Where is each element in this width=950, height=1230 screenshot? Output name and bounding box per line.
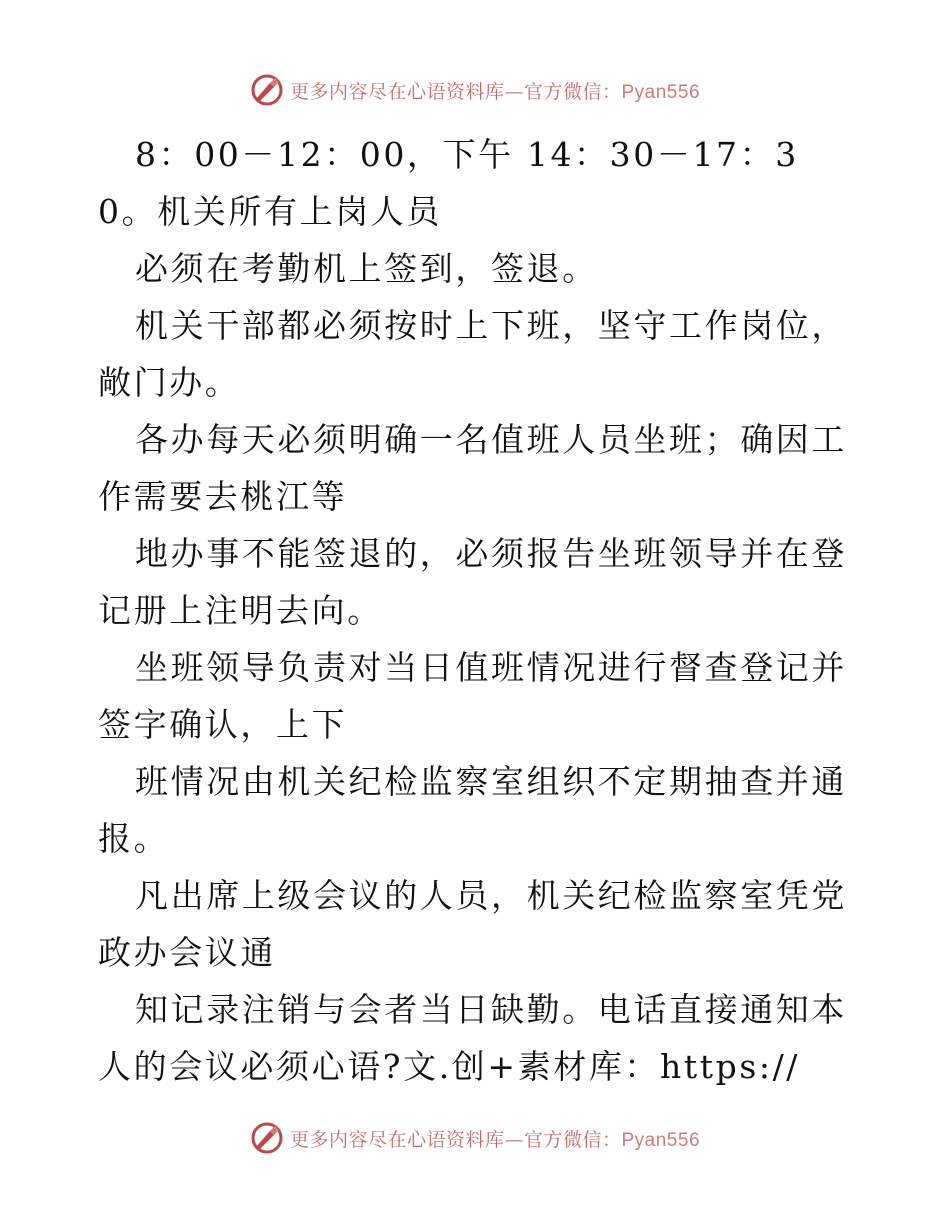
paragraph: 坐班领导负责对当日值班情况进行督查登记并签字确认，上下	[98, 648, 847, 744]
banner-text	[290, 1125, 700, 1152]
paragraph: 8：00－12：00，下午 14：30－17：30。机关所有上岗人员	[98, 135, 799, 231]
banner-account-handle: Pyan556	[621, 81, 701, 103]
header-banner	[0, 70, 950, 110]
footer-banner	[0, 1118, 950, 1158]
paragraph: 知记录注销与会者当日缺勤。电话直接通知本人的会议必须心语?文.创+素材库：https://	[98, 990, 847, 1086]
banner-separator: —	[504, 1128, 524, 1151]
banner-separator: —	[504, 80, 524, 103]
pen-logo-icon	[250, 1121, 284, 1155]
banner-account-label: 官方微信：	[523, 1128, 622, 1151]
banner-text	[290, 77, 700, 104]
paragraph: 凡出席上级会议的人员，机关纪检监察室凭党政办会议通	[98, 876, 847, 972]
banner-account-handle: Pyan556	[621, 1129, 701, 1151]
paragraph: 机关干部都必须按时上下班，坚守工作岗位，敞门办。	[98, 306, 847, 402]
banner-account-label: 官方微信：	[523, 80, 622, 103]
paragraph: 地办事不能签退的，必须报告坐班领导并在登记册上注明去向。	[98, 534, 847, 630]
paragraph: 各办每天必须明确一名值班人员坐班；确因工作需要去桃江等	[98, 420, 847, 516]
banner-main-text: 更多内容尽在心语资料库	[289, 1128, 505, 1151]
paragraph: 班情况由机关纪检监察室组织不定期抽查并通报。	[98, 762, 847, 858]
banner-main-text: 更多内容尽在心语资料库	[289, 80, 505, 103]
pen-logo-icon	[250, 73, 284, 107]
paragraph: 必须在考勤机上签到，签退。	[135, 249, 598, 288]
document-body	[98, 126, 858, 1095]
